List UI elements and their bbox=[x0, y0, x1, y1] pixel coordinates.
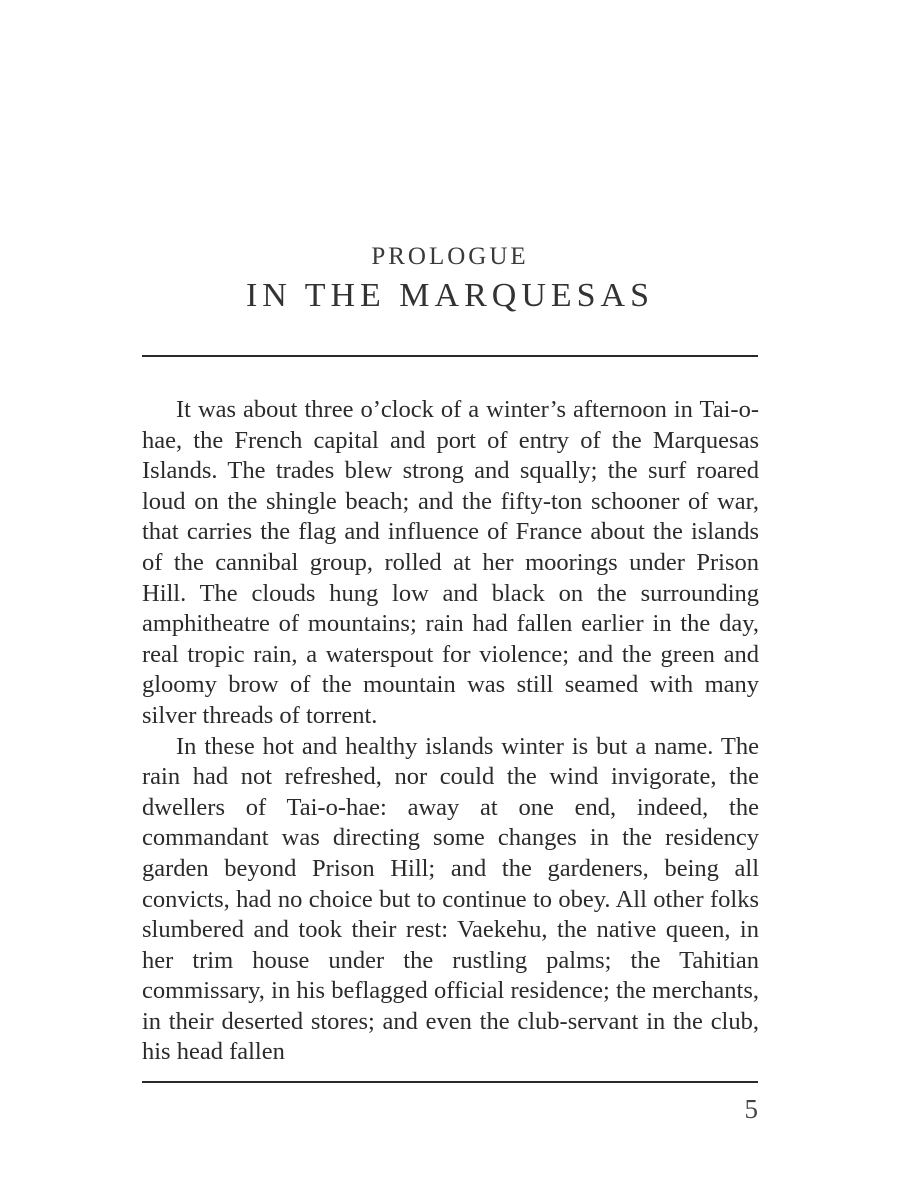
chapter-title: IN THE MARQUESAS bbox=[245, 277, 655, 314]
paragraph: In these hot and healthy islands winter is but a name. The rain had not refreshed, nor could the wind invigorate, the dwellers of Tai-o-hae: away at one end, indeed, the commandant was directing some changes in the residency garden beyond Prison Hill; and the gardeners, being all convicts, had no choice but to continue to obey. All other folks slumbered and took their rest: Vaekehu, the native queen, in her trim house under the rustling palms; the Tahitian commissary, in his beflagged official residence; the merchants, in their deserted stores; and even the club-servant in the club, his head fallen bbox=[142, 732, 759, 1066]
paragraph: It was about three o’clock of a winter’s afternoon in Tai-o-hae, the French capital and port of entry of the Marquesas Islands. The trades blew strong and squally; the surf roared loud on the shingle beach; and the fifty-ton schooner of war, that carries the flag and influence of France about the islands of the cannibal group, rolled at her moorings under Prison Hill. The clouds hung low and black on the surrounding amphitheatre of mountains; rain had fallen earlier in the day, real tropic rain, a waterspout for violence; and the green and gloomy brow of the mountain was still seamed with many silver threads of torrent. bbox=[142, 396, 759, 729]
chapter-heading bbox=[142, 240, 758, 318]
page-number: 5 bbox=[744, 1094, 758, 1124]
body-text bbox=[142, 395, 759, 1068]
chapter-label: PROLOGUE bbox=[371, 243, 529, 270]
bottom-divider bbox=[142, 1081, 758, 1083]
top-divider bbox=[142, 355, 758, 357]
